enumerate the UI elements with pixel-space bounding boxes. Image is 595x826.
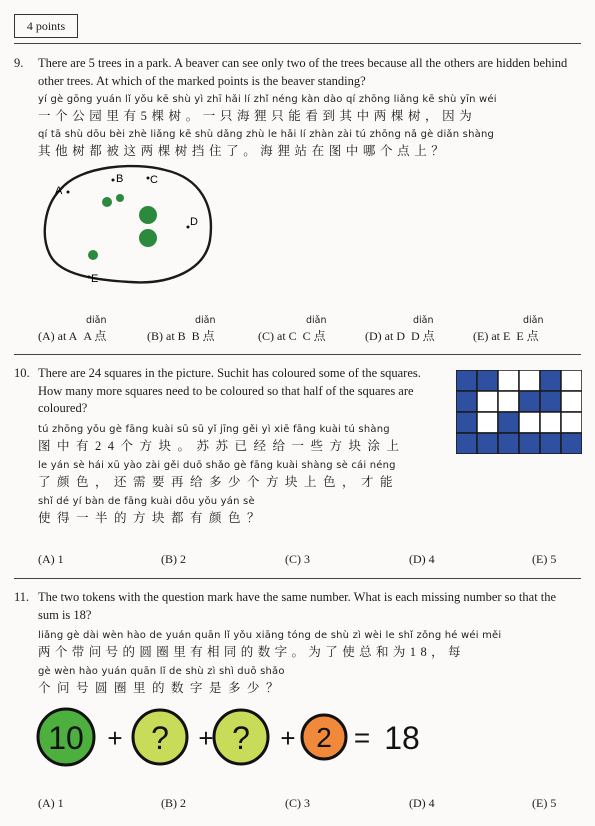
q9-english: There are 5 trees in a park. A beaver can see only two of the trees because all the others are hidden behind other trees. At which of the marked points is the beaver standing? xyxy=(38,56,568,88)
option-label: (A) at A xyxy=(38,329,78,343)
token-question-2-text: ? xyxy=(232,720,250,756)
token-2-text: 2 xyxy=(316,722,332,753)
token-question-1-text: ? xyxy=(151,720,169,756)
q10-chinese-3: 使得一半的方块都有颜色？ xyxy=(38,511,267,525)
grid-square-colored xyxy=(456,370,477,391)
grid-square-colored xyxy=(561,433,582,454)
tree xyxy=(139,206,157,224)
grid-square-colored xyxy=(498,433,519,454)
grid-square-colored xyxy=(519,391,540,412)
q10-chinese-2: 了颜色，还需要再给多少个方块上色，才能 xyxy=(38,475,400,489)
q11-number: 11. xyxy=(14,590,30,604)
option-zh: C 点 xyxy=(302,329,326,343)
option-label: (E) at E xyxy=(473,329,511,343)
q11-pinyin-1: liǎng gè dài wèn hào de yuán quān lǐ yǒu xiāng tóng de shù zì wèi le shǐ zǒng hé wéi měi xyxy=(38,630,502,641)
q9-chinese-1: 一个公园里有5棵树。一只海狸只能看到其中两棵树，因为 xyxy=(38,109,477,123)
grid-square-colored xyxy=(498,412,519,433)
q10-option-b[interactable]: (B) 2 xyxy=(161,552,186,566)
q10-option-c[interactable]: (C) 3 xyxy=(285,552,310,566)
q9-option-b[interactable] xyxy=(147,327,215,344)
q10-number: 10. xyxy=(14,366,30,380)
points-label: 4 points xyxy=(14,14,78,38)
q10-pinyin-1: tú zhōng yǒu gè fāng kuài sū sū yǐ jīng gěi yì xiē fāng kuài tú shàng xyxy=(38,424,390,435)
q11-option-d[interactable]: (D) 4 xyxy=(409,796,435,810)
grid-square-blank xyxy=(498,370,519,391)
sum-result: 18 xyxy=(384,720,420,756)
q11-chinese-1: 两个带问号的圆圈里有相同的数字。为了使总和为18，每 xyxy=(38,645,465,659)
tree xyxy=(88,250,98,260)
q9-number: 9. xyxy=(14,56,24,70)
divider-q9-q10 xyxy=(14,354,581,355)
point-b-label: B xyxy=(116,173,124,185)
equation-figure xyxy=(34,705,434,769)
point-a-dot xyxy=(67,191,70,194)
q10-pinyin-2: le yán sè hái xū yào zài gěi duō shǎo gè fāng kuài shàng sè cái néng xyxy=(38,460,396,471)
q9-option-d[interactable] xyxy=(365,327,435,344)
equals-sign: = xyxy=(353,722,371,753)
q9-chinese-2: 其他树都被这两棵树挡住了。海狸站在图中哪个点上？ xyxy=(38,144,449,158)
q11-pinyin-2: gè wèn hào yuán quān lǐ de shù zì shì duō shǎo xyxy=(38,666,285,677)
q11-option-a[interactable]: (A) 1 xyxy=(38,796,64,810)
q11-option-c[interactable]: (C) 3 xyxy=(285,796,310,810)
point-a-label: A xyxy=(55,185,63,197)
park-figure xyxy=(40,160,220,290)
grid-square-blank xyxy=(477,412,498,433)
plus-sign: + xyxy=(198,723,214,753)
grid-square-blank xyxy=(561,412,582,433)
option-label: (B) at B xyxy=(147,329,186,343)
tree xyxy=(139,229,157,247)
divider-q10-q11 xyxy=(14,578,581,579)
grid-square-blank xyxy=(477,391,498,412)
option-pinyin: diǎn xyxy=(195,315,216,326)
point-b-dot xyxy=(112,179,115,182)
q11-english: The two tokens with the question mark have the same number. What is each missing number so that the sum is 18? xyxy=(38,590,557,622)
grid-square-colored xyxy=(540,433,561,454)
option-zh: A 点 xyxy=(83,329,107,343)
plus-sign: + xyxy=(280,723,296,753)
q10-option-d[interactable]: (D) 4 xyxy=(409,552,435,566)
q9-pinyin-1: yí gè gōng yuán lǐ yǒu kē shù yì zhī hǎi lí zhǐ néng kàn dào qí zhōng liǎng kē shù yīn wéi xyxy=(38,94,497,105)
grid-square-colored xyxy=(456,391,477,412)
q10-english: There are 24 squares in the picture. Suchit has coloured some of the squares. How many more squares need to be coloured so that half of the squares are coloured? xyxy=(38,366,421,415)
token-10-text: 10 xyxy=(48,720,84,756)
point-e-label: E xyxy=(91,273,99,285)
square-grid xyxy=(456,370,582,454)
q9-pinyin-2: qí tā shù dōu bèi zhè liǎng kē shù dǎng zhù le hǎi lí zhàn zài tú zhōng nǎ gè diǎn shàng xyxy=(38,129,495,140)
option-pinyin: diǎn xyxy=(413,315,434,326)
grid-square-blank xyxy=(498,391,519,412)
q10-option-e[interactable]: (E) 5 xyxy=(532,552,557,566)
q11-option-e[interactable]: (E) 5 xyxy=(532,796,557,810)
point-c-label: C xyxy=(150,174,158,186)
grid-square-blank xyxy=(561,391,582,412)
q10-pinyin-3: shǐ dé yí bàn de fāng kuài dōu yǒu yán sè xyxy=(38,496,255,507)
q9-option-a[interactable] xyxy=(38,327,106,344)
option-label: (D) at D xyxy=(365,329,405,343)
park-boundary xyxy=(45,166,211,282)
q10-chinese-1: 图中有24个方块。苏苏已经给一些方块涂上 xyxy=(38,439,406,453)
grid-square-colored xyxy=(477,433,498,454)
option-zh: B 点 xyxy=(191,329,215,343)
grid-square-colored xyxy=(540,370,561,391)
q10-option-a[interactable]: (A) 1 xyxy=(38,552,64,566)
q11-chinese-2: 个问号圆圈里的数字是多少？ xyxy=(38,681,286,695)
option-zh: E 点 xyxy=(516,329,539,343)
grid-square-colored xyxy=(519,433,540,454)
grid-square-blank xyxy=(519,370,540,391)
option-pinyin: diǎn xyxy=(306,315,327,326)
tree xyxy=(102,197,112,207)
grid-square-colored xyxy=(540,391,561,412)
q9-option-c[interactable] xyxy=(258,327,326,344)
grid-square-colored xyxy=(456,433,477,454)
grid-square-blank xyxy=(519,412,540,433)
grid-square-colored xyxy=(477,370,498,391)
option-label: (C) at C xyxy=(258,329,297,343)
grid-square-blank xyxy=(561,370,582,391)
plus-sign: + xyxy=(107,723,123,753)
option-pinyin: diǎn xyxy=(86,315,107,326)
point-d-label: D xyxy=(190,216,198,228)
grid-square-colored xyxy=(456,412,477,433)
q11-option-b[interactable]: (B) 2 xyxy=(161,796,186,810)
tree xyxy=(116,194,124,202)
option-zh: D 点 xyxy=(410,329,435,343)
option-pinyin: diǎn xyxy=(523,315,544,326)
grid-square-blank xyxy=(540,412,561,433)
top-divider xyxy=(14,43,581,44)
q9-option-e[interactable] xyxy=(473,327,539,344)
